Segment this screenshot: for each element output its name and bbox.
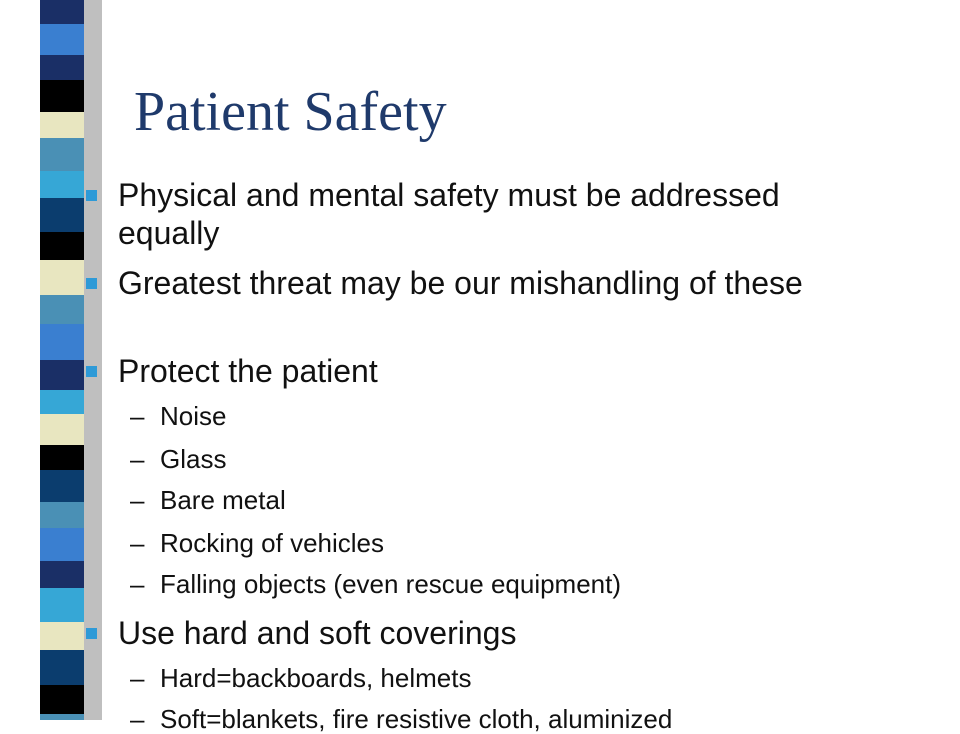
square-bullet-icon (86, 366, 97, 377)
stripe-block (40, 24, 84, 55)
bullet-text: Protect the patient (118, 353, 378, 389)
square-bullet-icon (86, 278, 97, 289)
stripe-block (40, 714, 84, 720)
stripe-block (40, 390, 84, 414)
sub-bullet-text: Noise (160, 401, 227, 431)
bullet-text: Use hard and soft coverings (118, 615, 517, 651)
stripe-block (40, 650, 84, 685)
stripe-block (40, 171, 84, 198)
stripe-shadow (84, 0, 102, 720)
dash-bullet-icon: – (130, 704, 145, 734)
stripe-block (40, 138, 84, 171)
stripe-block (40, 260, 84, 295)
stripe-block (40, 55, 84, 80)
stripe-block (40, 470, 84, 502)
sub-bullet-text: Hard=backboards, helmets (160, 663, 472, 693)
stripe-block (40, 502, 84, 528)
sub-bullet-text: Glass (160, 444, 227, 474)
stripe-block (40, 295, 84, 324)
stripe-block (40, 112, 84, 138)
sub-bullet-text: Rocking of vehicles (160, 528, 384, 558)
dash-bullet-icon: – (130, 569, 145, 599)
stripe-block (40, 324, 84, 360)
stripe-block (40, 685, 84, 714)
stripe-block (40, 80, 84, 112)
dash-bullet-icon: – (130, 401, 145, 431)
sub-bullet-text: Falling objects (even rescue equipment) (160, 569, 622, 599)
stripe-block (40, 0, 84, 24)
stripe-block (40, 588, 84, 622)
stripe-block (40, 445, 84, 470)
stripe-block (40, 414, 84, 445)
sub-bullet-text: Soft=blankets, fire resistive cloth, aluminized (160, 704, 673, 734)
dash-bullet-icon: – (130, 528, 145, 558)
stripe-block (40, 622, 84, 650)
dash-bullet-icon: – (130, 663, 145, 693)
bullet-text: Greatest threat may be our mishandling of these (118, 265, 803, 301)
bullet-text: Physical and mental safety must be addressed equally (118, 177, 780, 251)
square-bullet-icon (86, 190, 97, 201)
square-bullet-icon (86, 628, 97, 639)
stripe-block (40, 232, 84, 260)
sub-bullet-text: Bare metal (160, 485, 286, 515)
stripe-block (40, 360, 84, 390)
slide-title: Patient Safety (134, 81, 447, 143)
stripe-block (40, 198, 84, 232)
dash-bullet-icon: – (130, 444, 145, 474)
dash-bullet-icon: – (130, 485, 145, 515)
decorative-stripe (0, 0, 120, 720)
stripe-block (40, 561, 84, 588)
stripe-block (40, 528, 84, 561)
